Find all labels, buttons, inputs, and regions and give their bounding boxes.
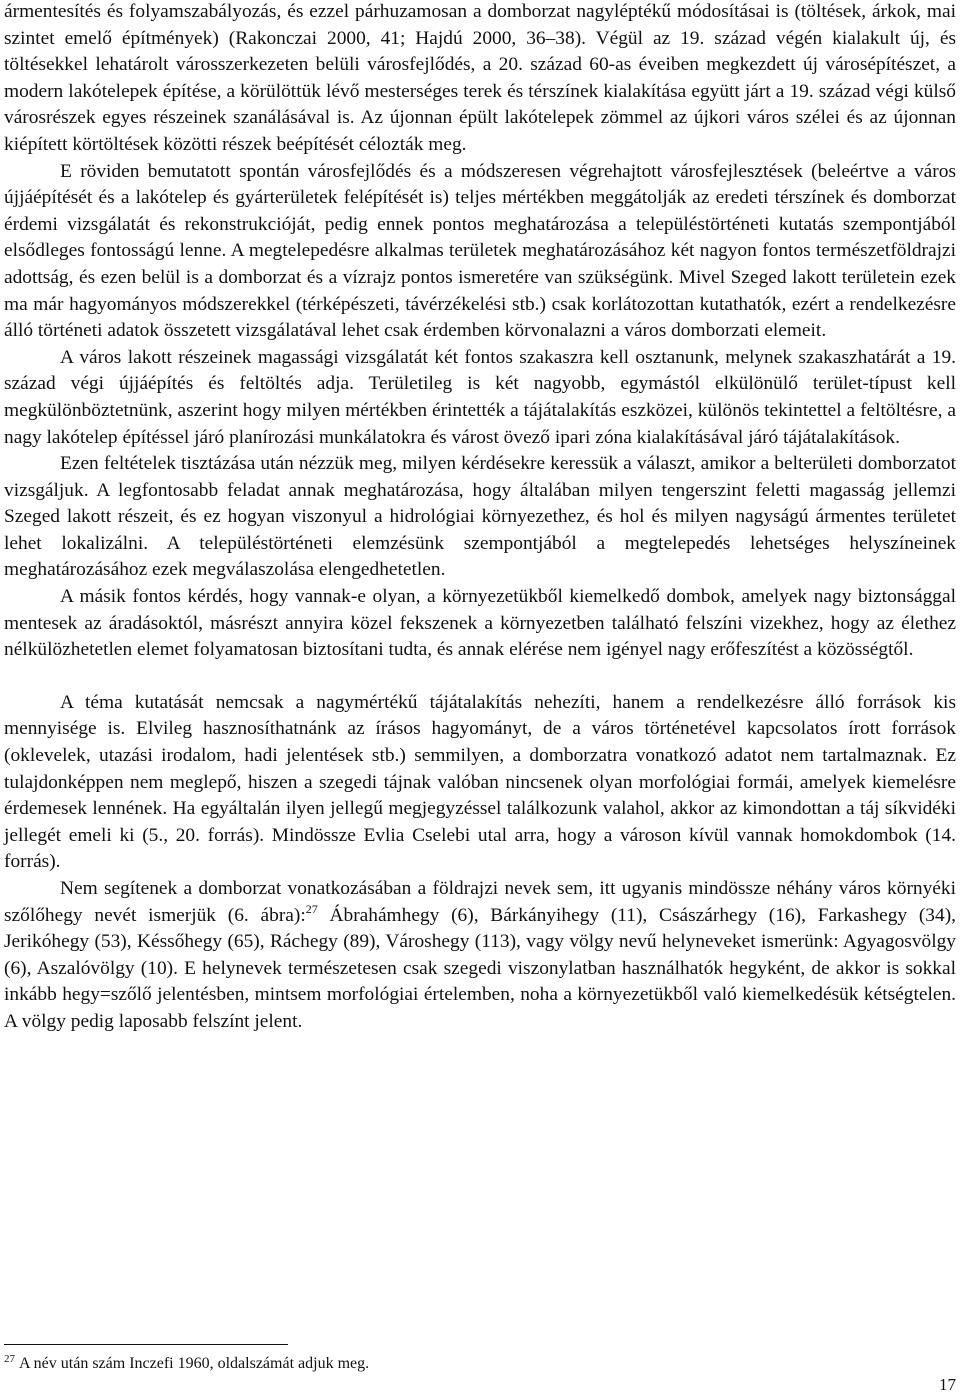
paragraph-7-text-start: Nem segítenek a domborzat vonatkozásában a földrajzi nevek sem, itt ugyanis mindössze néhány város környéki szőlőhegy nevét ismerjük (6. ábra): bbox=[4, 878, 956, 926]
page-number: 17 bbox=[939, 1375, 956, 1394]
paragraph-4: Ezen feltételek tisztázása után nézzük meg, milyen kérdésekre keressük a választ, amikor a belterületi domborzatot vizsgáljuk. A legfontosabb feladat annak meghatározása, hogy általában milyen tengerszint feletti magasság jellemzi Szeged lakott részeit, és ez hogyan viszonyul a hidrológiai környezethez, és hol és milyen nagyságú ármentes területet lehet lokalizálni. A településtörténeti elemzésünk szempontjából a megtelepedés lehetséges helyszíneinek meghatározásához ezek megválaszolása elengedhetetlen. bbox=[4, 453, 956, 581]
footnote bbox=[4, 1354, 369, 1374]
paragraph-1: ármentesítés és folyamszabályozás, és ezzel párhuzamosan a domborzat nagyléptékű módosításai is (töltések, árkok, mai szintet emelő építmények) (Rakonczai 2000, 41; Hajdú 2000, 36–38). Végül az 19. század végén kialakult új, és töltésekkel lehatárolt városszerkezeten belüli városfejlődés, a 20. század 60-as éveiben megkezdett új városépítészet, a modern lakótelepek építése, a körülöttük lévő mesterséges terek és térszínek kialakítása együtt járt a 19. század végi külső városrészek egyes részeinek szanálásával is. Az újonnan épült lakótelepek zömmel az újkori város szélei és az újonnan kiépített körtöltések közötti részek beépítését célozták meg. bbox=[4, 1, 956, 155]
paragraph-7-text-end: Ábrahámhegy (6), Bárkányihegy (11), Császárhegy (16), Farkashegy (34), Jerikóhegy (53), Késsőhegy (65), Ráchegy (89), Városhegy (113), vagy völgy nevű helyneveket ismerünk: Agyagosvölgy (6), Aszalóvölgy (10). E helynevek természetesen csak szegedi viszonylatban használhatók hegyként, de akkor is sokkal inkább hegy=szőlő jelentésben, mintsem morfológiai értelemben, noha a környezetükből való kiemelkedésük kétségtelen. A völgy pedig laposabb felszínt jelent. bbox=[4, 904, 957, 1032]
footnote-divider bbox=[4, 1344, 288, 1345]
paragraph-2: E röviden bemutatott spontán városfejlődés és a módszeresen végrehajtott városfejlesztések (beleértve a város újjáépítését és a lakótelep és gyárterületek felépítését is) teljes mértékben meggátolják az eredeti térszínek és domborzat érdemi vizsgálatát és rekonstrukcióját, pedig ennek pontos meghatározása a településtörténeti kutatás szempontjából elsődleges fontosságú lenne. A megtelepedésre alkalmas területek meghatározásához két nagyon fontos természetföldrajzi adottság, és ezen belül is a domborzat és a vízrajz pontos ismeretére van szükségünk. Mivel Szeged lakott területein ezek ma már hagyományos módszerekkel (térképészeti, távérzékelési stb.) csak korlátozottan kutathatók, ezért a rendelkezésre álló történeti adatok összetett vizsgálatával lehet csak érdemben körvonalazni a város domborzati elemeit. bbox=[4, 160, 956, 342]
paragraph-gap bbox=[4, 664, 956, 690]
paragraph-3: A város lakott részeinek magassági vizsgálatát két fontos szakaszra kell osztanunk, melynek szakaszhatárát a 19. század végi újjáépítés és feltöltés adja. Területileg is két nagyobb, egymástól elkülönülő terület-típust kell megkülönböztetnünk, aszerint hogy milyen mértékben érintették a tájátalakítás eszközei, különös tekintettel a feltöltésre, a nagy lakótelep építéssel járó planírozási munkálatokra és várost övező ipari zóna kialakításával járó tájátalakítások. bbox=[4, 346, 956, 448]
paragraph-6: A téma kutatását nemcsak a nagymértékű tájátalakítás nehezíti, hanem a rendelkezésre álló források kis mennyisége is. Elvileg hasznosíthatnánk az írásos hagyományt, de a város történetével kapcsolatos írott források (oklevelek, utazási irodalom, hadi jelentések stb.) semmilyen, a domborzatra vonatkozó adatot nem tartalmaznak. Ez tulajdonképpen nem meglepő, hiszen a szegedi tájnak valóban nincsenek olyan morfológiai formái, amelyek kiemelésre érdemesek lennének. Ha egyáltalán ilyen jellegű megjegyzéssel találkozunk valahol, akkor az kimondottan a táj síkvidéki jellegét emeli ki (5., 20. forrás). Mindössze Evlia Cselebi utal arra, hogy a városon kívül vannak homokdombok (14. forrás). bbox=[4, 691, 956, 873]
footnote-text: A név után szám Inczefi 1960, oldalszámát adjuk meg. bbox=[19, 1355, 370, 1372]
footnote-number: 27 bbox=[4, 1353, 15, 1365]
page-body bbox=[4, 0, 956, 1036]
footnote-reference[interactable]: 27 bbox=[305, 901, 318, 916]
paragraph-7 bbox=[4, 876, 956, 1036]
paragraph-5: A másik fontos kérdés, hogy vannak-e olyan, a környezetükből kiemelkedő dombok, amelyek nagy biztonsággal mentesek az áradásoktól, másrészt annyira közel fekszenek a környezetben található felszíni vizekhez, hogy az élethez nélkülözhetetlen elemet folyamatosan biztosítani tudta, és annak elérése nem igényel nagy erőfeszítést a közösségtől. bbox=[4, 586, 956, 661]
